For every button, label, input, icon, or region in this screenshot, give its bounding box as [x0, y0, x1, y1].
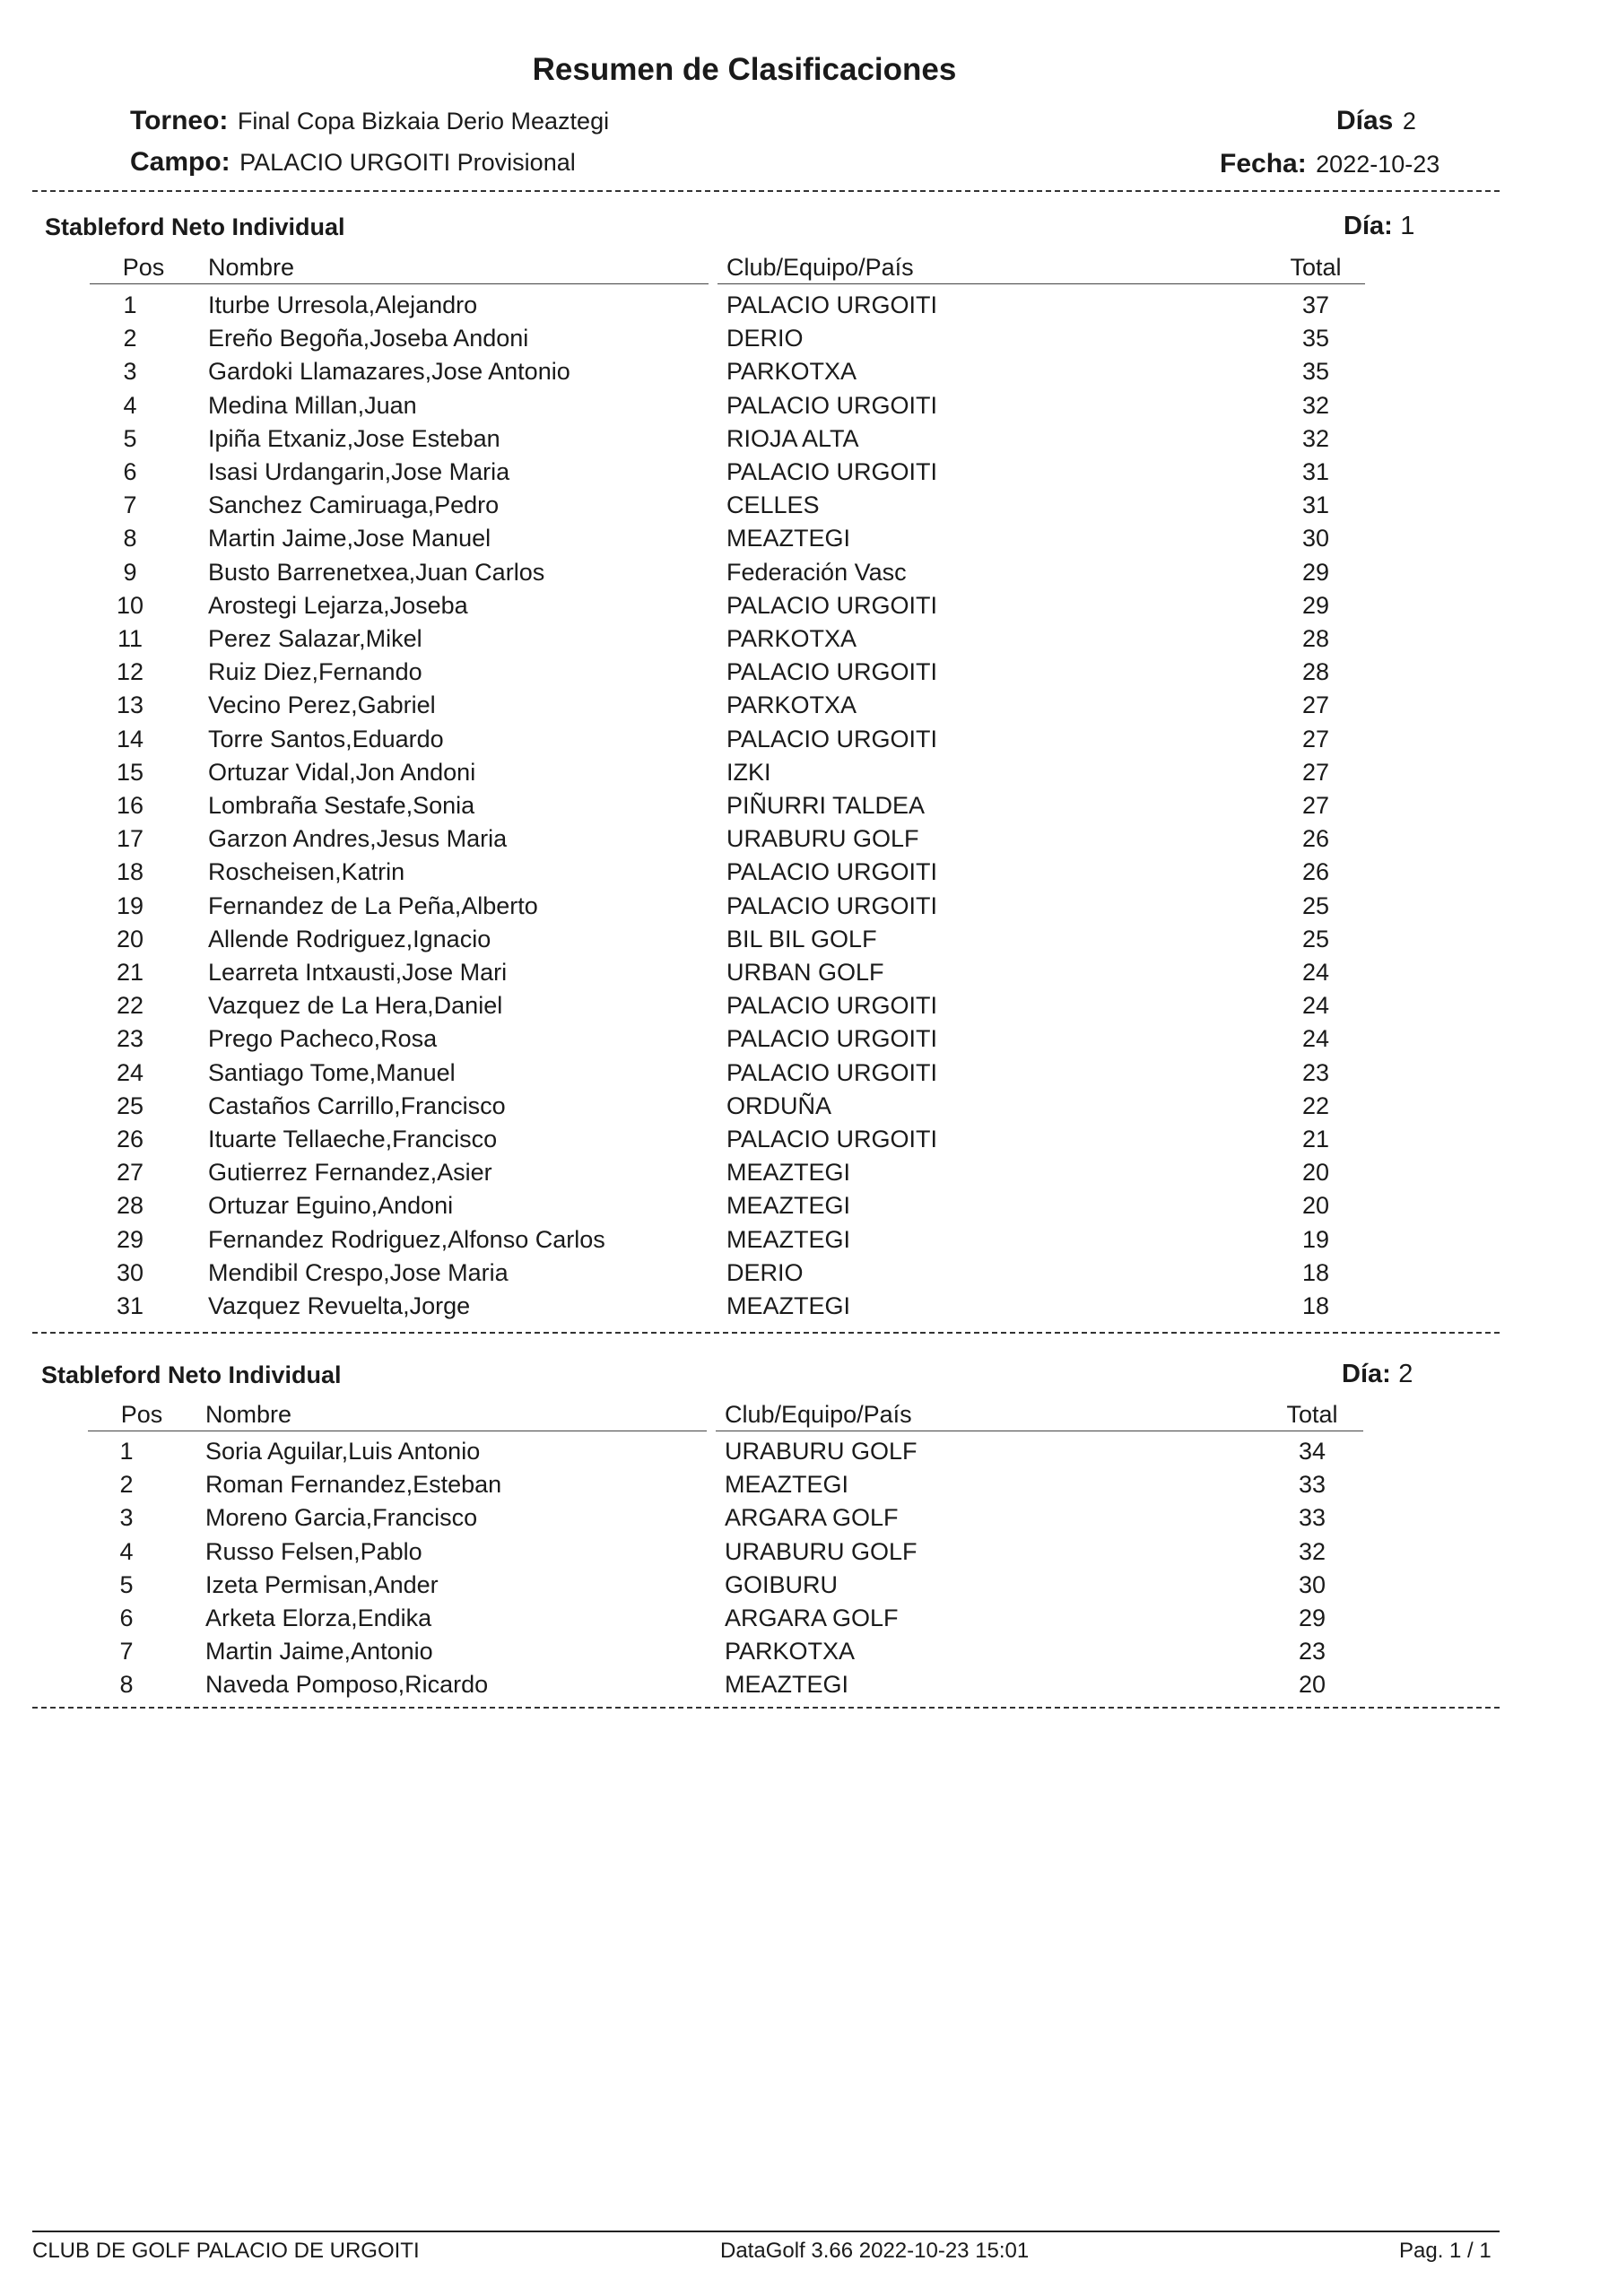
cell-nombre: Ortuzar Eguino,Andoni [208, 1192, 454, 1220]
cell-club: MEAZTEGI [726, 1192, 851, 1220]
col-header-nombre: Nombre [205, 1401, 292, 1428]
cell-nombre: Garzon Andres,Jesus Maria [208, 825, 508, 853]
cell-pos: 6 [119, 1605, 134, 1631]
cell-club: ORDUÑA [726, 1091, 832, 1119]
cell-nombre: Learreta Intxausti,Jose Mari [208, 959, 508, 986]
cell-nombre: Vazquez Revuelta,Jorge [208, 1292, 471, 1319]
table-row [0, 458, 1609, 491]
cell-nombre: Soria Aguilar,Luis Antonio [205, 1438, 481, 1465]
footer-software: DataGolf 3.66 2022-10-23 15:01 [720, 2239, 1030, 2263]
cell-club: PALACIO URGOITI [726, 391, 938, 419]
cell-total: 24 [1301, 959, 1330, 986]
cell-pos: 2 [123, 325, 137, 352]
cell-pos: 4 [119, 1537, 134, 1565]
cell-pos: 27 [116, 1159, 144, 1187]
cell-total: 18 [1301, 1258, 1330, 1286]
cell-club: ARGARA GOLF [725, 1504, 899, 1532]
table-row [0, 291, 1609, 325]
cell-pos: 1 [119, 1438, 134, 1465]
cell-club: PALACIO URGOITI [726, 1126, 938, 1152]
footer-page: Pag. 1 / 1 [1399, 2239, 1492, 2263]
table-row [0, 1605, 1609, 1638]
cell-club: PALACIO URGOITI [726, 1025, 938, 1053]
col-header-total: Total [1286, 1401, 1338, 1428]
cell-nombre: Iturbe Urresola,Alejandro [208, 291, 478, 318]
cell-nombre: Gardoki Llamazares,Jose Antonio [208, 358, 570, 386]
fecha-field [1220, 149, 1439, 179]
cell-club: RIOJA ALTA [726, 424, 859, 452]
col-header-total: Total [1290, 254, 1342, 281]
table-row [0, 525, 1609, 558]
cell-nombre: Sanchez Camiruaga,Pedro [208, 491, 500, 519]
cell-nombre: Russo Felsen,Pablo [205, 1537, 422, 1565]
table-row [0, 1159, 1609, 1192]
cell-nombre: Lombraña Sestafe,Sonia [208, 792, 475, 819]
cell-total: 25 [1301, 891, 1330, 919]
cell-pos: 1 [123, 291, 137, 318]
cell-club: Federación Vasc [726, 558, 907, 586]
cell-total: 20 [1301, 1159, 1330, 1187]
cell-nombre: Naveda Pomposo,Ricardo [205, 1671, 489, 1699]
cell-club: MEAZTEGI [725, 1471, 849, 1499]
table-row [0, 1192, 1609, 1225]
cell-pos: 21 [116, 959, 144, 986]
cell-nombre: Medina Millan,Juan [208, 391, 417, 419]
cell-total: 23 [1301, 1058, 1330, 1086]
cell-club: CELLES [726, 491, 820, 519]
cell-pos: 20 [116, 925, 144, 952]
cell-nombre: Arostegi Lejarza,Joseba [208, 591, 468, 619]
cell-pos: 13 [116, 691, 144, 719]
cell-club: PARKOTXA [726, 625, 857, 652]
torneo-field [130, 106, 609, 136]
cell-total: 31 [1301, 458, 1330, 485]
campo-value: PALACIO URGOITI Provisional [239, 149, 576, 176]
cell-pos: 28 [116, 1192, 144, 1220]
col-header-pos: Pos [122, 254, 165, 281]
cell-pos: 5 [119, 1570, 134, 1598]
cell-total: 33 [1298, 1504, 1326, 1532]
cell-club: URABURU GOLF [726, 825, 919, 853]
table-row [0, 625, 1609, 658]
col-header-underline [90, 283, 709, 284]
cell-pos: 3 [123, 358, 137, 386]
table-row [0, 1571, 1609, 1605]
cell-total: 25 [1301, 925, 1330, 952]
cell-total: 28 [1301, 658, 1330, 686]
cell-pos: 5 [123, 424, 137, 452]
table-row [0, 1638, 1609, 1671]
col-header-club: Club/Equipo/País [726, 254, 914, 281]
cell-nombre: Busto Barrenetxea,Juan Carlos [208, 558, 545, 586]
cell-club: DERIO [726, 1258, 804, 1286]
cell-club: BIL BIL GOLF [726, 925, 877, 952]
cell-nombre: Ituarte Tellaeche,Francisco [208, 1126, 498, 1152]
dias-label: Días [1336, 106, 1394, 135]
table-row [0, 1059, 1609, 1092]
cell-pos: 18 [116, 858, 144, 886]
cell-nombre: Fernandez Rodriguez,Alfonso Carlos [208, 1225, 605, 1253]
table-row [0, 1025, 1609, 1058]
table-row [0, 825, 1609, 858]
table-row [0, 959, 1609, 992]
cell-club: URABURU GOLF [725, 1438, 918, 1465]
cell-nombre: Ortuzar Vidal,Jon Andoni [208, 758, 476, 786]
cell-nombre: Arketa Elorza,Endika [205, 1605, 432, 1631]
table-row [0, 1671, 1609, 1704]
cell-club: PALACIO URGOITI [726, 658, 938, 686]
cell-total: 27 [1301, 792, 1330, 819]
cell-total: 28 [1301, 625, 1330, 652]
cell-total: 32 [1298, 1537, 1326, 1565]
cell-nombre: Martin Jaime,Antonio [205, 1638, 433, 1665]
table-row [0, 892, 1609, 926]
cell-pos: 7 [123, 491, 137, 519]
cell-total: 24 [1301, 992, 1330, 1020]
cell-pos: 4 [123, 391, 137, 419]
cell-nombre: Perez Salazar,Mikel [208, 625, 422, 652]
cell-total: 21 [1301, 1126, 1330, 1152]
cell-pos: 24 [116, 1058, 144, 1086]
cell-nombre: Vecino Perez,Gabriel [208, 691, 436, 719]
table-row [0, 1504, 1609, 1537]
section-divider [32, 1707, 1500, 1709]
cell-total: 33 [1298, 1471, 1326, 1499]
cell-total: 26 [1301, 825, 1330, 853]
cell-club: ARGARA GOLF [725, 1605, 899, 1631]
table-row [0, 559, 1609, 592]
cell-total: 27 [1301, 758, 1330, 786]
cell-total: 37 [1301, 291, 1330, 318]
cell-nombre: Gutierrez Fernandez,Asier [208, 1159, 492, 1187]
section-2-dia [1342, 1360, 1413, 1389]
cell-pos: 30 [116, 1258, 144, 1286]
table-row [0, 726, 1609, 759]
cell-pos: 15 [116, 758, 144, 786]
cell-club: MEAZTEGI [726, 1159, 851, 1187]
cell-club: PALACIO URGOITI [726, 725, 938, 752]
cell-club: MEAZTEGI [726, 1292, 851, 1319]
cell-club: PARKOTXA [726, 691, 857, 719]
section-divider [32, 1332, 1500, 1334]
cell-nombre: Castaños Carrillo,Francisco [208, 1091, 506, 1119]
cell-pos: 7 [119, 1638, 134, 1665]
cell-pos: 3 [119, 1504, 134, 1532]
cell-club: PALACIO URGOITI [726, 992, 938, 1020]
table-row [0, 1292, 1609, 1326]
cell-nombre: Fernandez de La Peña,Alberto [208, 891, 538, 919]
table-row [0, 1471, 1609, 1504]
table-row [0, 358, 1609, 391]
cell-nombre: Vazquez de La Hera,Daniel [208, 992, 503, 1020]
cell-total: 35 [1301, 358, 1330, 386]
table-row [0, 858, 1609, 891]
cell-total: 27 [1301, 691, 1330, 719]
cell-club: URABURU GOLF [725, 1537, 918, 1565]
campo-field [130, 147, 576, 178]
cell-total: 34 [1298, 1438, 1326, 1465]
cell-club: PALACIO URGOITI [726, 891, 938, 919]
table-row [0, 792, 1609, 825]
cell-total: 31 [1301, 491, 1330, 519]
fecha-value: 2022-10-23 [1316, 151, 1440, 178]
cell-nombre: Santiago Tome,Manuel [208, 1058, 456, 1086]
table-row [0, 392, 1609, 425]
cell-nombre: Mendibil Crespo,Jose Maria [208, 1258, 509, 1286]
cell-club: MEAZTEGI [726, 525, 851, 552]
cell-nombre: Ipiña Etxaniz,Jose Esteban [208, 424, 500, 452]
cell-total: 23 [1298, 1638, 1326, 1665]
table-row [0, 491, 1609, 525]
cell-club: PARKOTXA [725, 1638, 856, 1665]
cell-club: PIÑURRI TALDEA [726, 792, 926, 819]
cell-total: 20 [1298, 1671, 1326, 1699]
table-row [0, 658, 1609, 691]
dia-label: Día: [1342, 1360, 1391, 1388]
section-1-dia [1344, 212, 1414, 241]
cell-pos: 23 [116, 1025, 144, 1053]
cell-total: 35 [1301, 325, 1330, 352]
cell-nombre: Ereño Begoña,Joseba Andoni [208, 325, 529, 352]
cell-pos: 11 [117, 625, 144, 652]
cell-pos: 19 [116, 891, 144, 919]
table-row [0, 1438, 1609, 1471]
cell-nombre: Isasi Urdangarin,Jose Maria [208, 458, 510, 485]
cell-total: 30 [1298, 1570, 1326, 1598]
cell-pos: 22 [116, 992, 144, 1020]
cell-club: GOIBURU [725, 1570, 839, 1598]
cell-total: 29 [1298, 1605, 1326, 1631]
header-divider [32, 190, 1500, 192]
table-row [0, 1226, 1609, 1259]
table-row [0, 759, 1609, 792]
cell-total: 19 [1301, 1225, 1330, 1253]
cell-pos: 29 [116, 1225, 144, 1253]
cell-total: 32 [1301, 391, 1330, 419]
cell-club: URBAN GOLF [726, 959, 884, 986]
table-row [0, 926, 1609, 959]
footer-divider [32, 2231, 1500, 2232]
cell-nombre: Prego Pacheco,Rosa [208, 1025, 438, 1053]
cell-nombre: Torre Santos,Eduardo [208, 725, 444, 752]
cell-club: PALACIO URGOITI [726, 858, 938, 886]
cell-pos: 31 [116, 1292, 144, 1319]
cell-nombre: Allende Rodriguez,Ignacio [208, 925, 491, 952]
table-row [0, 1538, 1609, 1571]
cell-nombre: Izeta Permisan,Ander [205, 1570, 439, 1598]
dia-label: Día: [1344, 212, 1393, 240]
table-row [0, 1092, 1609, 1126]
cell-total: 18 [1301, 1292, 1330, 1319]
campo-label: Campo: [130, 147, 230, 177]
col-header-club: Club/Equipo/País [725, 1401, 912, 1428]
cell-pos: 8 [119, 1671, 134, 1699]
cell-club: PALACIO URGOITI [726, 1058, 938, 1086]
cell-total: 24 [1301, 1025, 1330, 1053]
cell-club: PALACIO URGOITI [726, 291, 938, 318]
dia-value: 2 [1398, 1360, 1413, 1388]
footer-club: CLUB DE GOLF PALACIO DE URGOITI [32, 2239, 420, 2263]
cell-club: PALACIO URGOITI [726, 591, 938, 619]
cell-total: 29 [1301, 591, 1330, 619]
cell-pos: 10 [116, 591, 144, 619]
cell-pos: 8 [123, 525, 137, 552]
cell-nombre: Ruiz Diez,Fernando [208, 658, 422, 686]
cell-pos: 12 [116, 658, 144, 686]
cell-club: MEAZTEGI [726, 1225, 851, 1253]
cell-pos: 16 [116, 792, 144, 819]
cell-total: 30 [1301, 525, 1330, 552]
col-header-nombre: Nombre [208, 254, 295, 281]
table-row [0, 691, 1609, 725]
page-title: Resumen de Clasificaciones [532, 52, 957, 87]
cell-club: PALACIO URGOITI [726, 458, 938, 485]
cell-nombre: Roman Fernandez,Esteban [205, 1471, 502, 1499]
cell-total: 20 [1301, 1192, 1330, 1220]
cell-nombre: Moreno Garcia,Francisco [205, 1504, 478, 1532]
table-row [0, 425, 1609, 458]
torneo-value: Final Copa Bizkaia Derio Meaztegi [237, 108, 610, 135]
cell-total: 26 [1301, 858, 1330, 886]
col-header-pos: Pos [120, 1401, 163, 1428]
cell-total: 32 [1301, 424, 1330, 452]
table-row [0, 592, 1609, 625]
cell-pos: 9 [123, 558, 137, 586]
dias-field [1336, 106, 1416, 136]
torneo-label: Torneo: [130, 106, 229, 135]
cell-pos: 26 [116, 1126, 144, 1152]
cell-club: MEAZTEGI [725, 1671, 849, 1699]
table-row [0, 325, 1609, 358]
cell-nombre: Roscheisen,Katrin [208, 858, 405, 886]
cell-pos: 17 [116, 825, 144, 853]
dias-value: 2 [1402, 108, 1416, 135]
section-1-title: Stableford Neto Individual [45, 213, 345, 240]
table-row [0, 1259, 1609, 1292]
table-row [0, 1126, 1609, 1159]
dia-value: 1 [1400, 212, 1415, 240]
cell-total: 22 [1301, 1091, 1330, 1119]
col-header-underline [718, 283, 1365, 284]
cell-pos: 25 [116, 1091, 144, 1119]
cell-club: IZKI [726, 758, 771, 786]
cell-total: 27 [1301, 725, 1330, 752]
cell-pos: 2 [119, 1471, 134, 1499]
section-2-title: Stableford Neto Individual [41, 1361, 342, 1388]
fecha-label: Fecha: [1220, 149, 1307, 178]
cell-pos: 14 [116, 725, 144, 752]
cell-total: 29 [1301, 558, 1330, 586]
cell-nombre: Martin Jaime,Jose Manuel [208, 525, 491, 552]
table-row [0, 992, 1609, 1025]
cell-club: DERIO [726, 325, 804, 352]
cell-club: PARKOTXA [726, 358, 857, 386]
cell-pos: 6 [123, 458, 137, 485]
